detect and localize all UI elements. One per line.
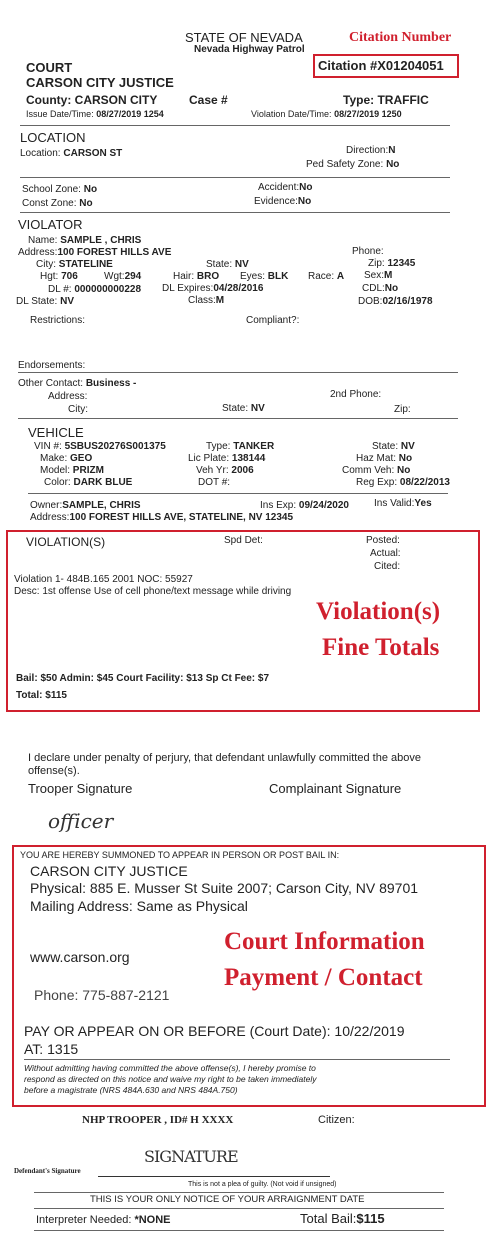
ped-safety-zone [306,159,399,170]
type-label: Type: [206,441,231,452]
color-label: Color: [44,477,71,488]
other-contact-label: Other Contact: [18,378,84,389]
divider [28,493,448,494]
vehicle-plate [188,453,265,464]
violation-desc: Desc: 1st offense Use of cell phone/text message while driving [14,586,292,597]
vehicle-vin [34,441,166,452]
compliant-label: Compliant?: [246,315,300,326]
owner-value: SAMPLE, CHRIS [62,500,141,511]
vehyr-value: 2006 [231,465,254,476]
city-label: City: [36,259,56,270]
evidence-value: No [297,196,312,207]
court-annotation-2: Payment / Contact [224,964,423,991]
other-contact-city-label: City: [68,404,88,415]
make-value: GEO [70,453,93,464]
direction-label: Direction: [346,145,389,156]
court-time: AT: 1315 [24,1041,79,1057]
owner-label: Owner: [30,500,63,511]
hazmat-value: No [398,453,413,464]
violator-eyes [240,271,288,282]
total-bail [300,1212,385,1226]
cdl-value: No [384,283,399,294]
violator-race [308,271,344,282]
violation-datetime [251,110,402,120]
insexp-value: 09/24/2020 [298,500,349,511]
accident-value: No [299,182,313,193]
vehicle-hazmat [356,453,412,464]
violation-label: Violation Date/Time: [251,109,332,119]
violator-cdl [362,283,398,294]
violator-address [18,247,171,258]
location-label: Location: [20,148,61,159]
divider [18,418,458,419]
location-heading: LOCATION [20,130,86,145]
violator-state [206,259,249,270]
interpreter-needed [36,1214,171,1226]
interpreter-label: Interpreter Needed: [36,1214,132,1226]
model-value: PRIZM [72,465,104,476]
race-label: Race: [308,271,335,282]
violator-name [28,235,141,246]
violator-sex [364,270,392,281]
state-label: State: [206,259,233,270]
violations-heading: VIOLATION(S) [26,535,106,549]
ins-valid [374,498,432,509]
violations-annotation-2: Fine Totals [322,634,440,661]
other-contact-state [222,403,265,414]
race-value: A [336,271,345,282]
type-value: TANKER [233,441,275,452]
county: County: CARSON CITY [26,93,158,107]
violator-hair [173,271,219,282]
comm-label: Comm Veh: [342,465,395,476]
court-info-name: CARSON CITY JUSTICE [30,863,188,879]
school-label: School Zone: [22,184,81,195]
court-website[interactable]: www.carson.org [30,949,130,965]
vehicle-year [196,465,254,476]
complainant-signature-label: Complainant Signature [269,781,402,796]
divider [24,1059,450,1060]
vstate-label: State: [372,441,399,452]
accident [258,182,312,193]
city-value: STATELINE [58,259,113,270]
address-label: Address: [18,247,58,258]
owner-address-value: 100 FOREST HILLS AVE, STATELINE, NV 12345 [69,512,294,523]
promise-text-2: respond as directed on this notice and waive my right to be taken immediately [24,1074,317,1084]
sex-value: M [384,270,393,281]
vehicle-reg-exp [356,477,450,488]
vehicle-state [372,441,415,452]
class-label: Class: [188,295,216,306]
owner-address-label: Address: [30,512,70,523]
zip-value: 12345 [387,258,416,269]
violator-dl-state [16,296,74,307]
insexp-label: Ins Exp: [260,500,297,511]
zip-label: Zip: [368,258,385,269]
issue-value: 08/27/2019 1254 [96,109,164,119]
vehicle-comm [342,465,410,476]
state-title: STATE OF NEVADA [185,30,303,45]
color-value: DARK BLUE [73,477,133,488]
nhp-trooper-id: NHP TROOPER , ID# H XXXX [82,1114,234,1126]
vstate-value: NV [400,441,415,452]
class-value: M [215,295,225,306]
other-contact [18,378,136,389]
plate-label: Lic Plate: [188,453,230,464]
trooper-signature-label: Trooper Signature [28,781,133,796]
vehicle-dot-label: DOT #: [198,477,231,488]
school-value: No [83,184,98,195]
violator-zip [368,258,415,269]
const-value: No [79,198,93,209]
citation-number [318,59,444,73]
sex-label: Sex: [364,270,385,281]
violator-dl-expires [162,283,263,294]
owner-address [30,512,293,523]
hazmat-label: Haz Mat: [356,453,397,464]
dlstate-value: NV [60,296,75,307]
school-zone [22,184,97,195]
divider [20,212,450,213]
divider [18,372,458,373]
dl-label: DL #: [48,284,72,295]
interpreter-value: *NONE [134,1214,171,1226]
dob-value: 02/16/1978 [382,296,433,307]
ped-label: Ped Safety Zone: [306,159,384,170]
plate-value: 138144 [231,453,266,464]
evidence-label: Evidence: [254,196,298,207]
ped-value: No [386,159,400,170]
summons-text: YOU ARE HEREBY SUMMONED TO APPEAR IN PERSON OR POST BAIL IN: [20,850,340,860]
name-value: SAMPLE , CHRIS [60,235,142,246]
vin-value: 5SBUS20276S001375 [64,441,166,452]
total-bail-value: $115 [356,1211,385,1226]
evidence [254,196,311,207]
regexp-value: 08/22/2013 [399,477,450,488]
only-notice-text: THIS IS YOUR ONLY NOTICE OF YOUR ARRAIGNMENT DATE [90,1194,365,1205]
other-contact-address-label: Address: [48,391,88,402]
court-phone: Phone: 775-887-2121 [34,987,170,1003]
dob-label: DOB: [358,296,383,307]
dlstate-label: DL State: [16,296,58,307]
phone-label: Phone: [352,246,384,257]
violation-value: 08/27/2019 1250 [334,109,402,119]
violator-heading: VIOLATOR [18,217,83,232]
oc-state-label: State: [222,403,249,414]
direction [346,145,395,156]
insvalid-value: Yes [414,498,432,509]
oc-state-value: NV [250,403,265,414]
name-label: Name: [28,235,58,246]
violator-city [36,259,113,270]
model-label: Model: [40,465,71,476]
court-name: CARSON CITY JUSTICE [26,75,174,90]
issue-datetime [26,110,164,120]
regexp-label: Reg Exp: [356,477,398,488]
citizen-label: Citizen: [318,1114,355,1126]
spd-det-label: Spd Det: [224,535,263,546]
divider [34,1192,444,1193]
violator-wgt [104,271,141,282]
total-bail-label: Total Bail: [300,1211,357,1226]
const-zone [22,198,93,209]
other-contact-value: Business - [85,378,137,389]
second-phone-label: 2nd Phone: [330,389,382,400]
defendant-signature: SIGNATURE [144,1147,238,1166]
divider [20,177,450,178]
citation-number-annotation: Citation Number [349,30,452,45]
violator-dob [358,296,433,307]
location [20,148,122,159]
violations-annotation-1: Violation(s) [316,598,441,625]
dlexp-value: 04/28/2016 [213,283,264,294]
vehicle-model [40,465,104,476]
posted-label: Posted: [366,535,400,546]
insvalid-label: Ins Valid: [374,498,415,509]
cited-label: Cited: [374,561,401,572]
wgt-value: 294 [124,271,142,282]
vehyr-label: Veh Yr: [196,465,229,476]
vehicle-type [206,441,274,452]
signature-line [98,1176,330,1177]
violator-dl [48,284,141,295]
endorsements-label: Endorsements: [18,360,86,371]
issue-label: Issue Date/Time: [26,109,94,119]
divider [34,1230,444,1231]
address-value: 100 FOREST HILLS AVE [57,247,172,258]
direction-value: N [388,145,396,156]
court-label: COURT [26,60,73,75]
comm-value: No [397,465,411,476]
hgt-label: Hgt: [40,271,59,282]
divider [20,125,450,126]
divider [34,1208,444,1209]
restrictions-label: Restrictions: [30,315,86,326]
eyes-label: Eyes: [240,271,266,282]
trooper-signature: officer [48,809,114,833]
declaration-text-1: I declare under penalty of perjury, that defendant unlawfully committed the above [28,752,421,764]
ins-exp [260,500,349,511]
hair-label: Hair: [173,271,195,282]
accident-label: Accident: [258,182,300,193]
fine-total: Total: $115 [16,690,67,701]
hgt-value: 706 [61,271,78,282]
state-value: NV [234,259,249,270]
court-annotation-1: Court Information [224,928,425,955]
violator-hgt [40,271,78,282]
pay-or-appear: PAY OR APPEAR ON OR BEFORE (Court Date): 10/22/2019 [24,1023,405,1039]
location-value: CARSON ST [63,148,123,159]
court-mailing-address: Mailing Address: Same as Physical [30,898,248,914]
dlexp-label: DL Expires: [162,283,214,294]
citation-type: Type: TRAFFIC [343,93,429,107]
declaration-text-2: offense(s). [28,765,80,777]
owner [30,500,141,511]
violation-line: Violation 1- 484B.165 2001 NOC: 55927 [14,574,193,585]
promise-text-3: before a magistrate (NRS 484A.630 and NRS 484A.750) [24,1085,238,1095]
vehicle-make [40,453,92,464]
violator-class [188,295,224,306]
eyes-value: BLK [267,271,289,282]
dl-value: 000000000228 [74,284,142,295]
case-number: Case # [189,93,228,107]
agency-name: Nevada Highway Patrol [194,44,305,55]
make-label: Make: [40,453,68,464]
wgt-label: Wgt: [104,271,125,282]
actual-label: Actual: [370,548,401,559]
fee-breakdown: Bail: $50 Admin: $45 Court Facility: $13 Sp Ct Fee: $7 [16,673,270,684]
vehicle-heading: VEHICLE [28,425,84,440]
vin-label: VIN #: [34,441,62,452]
citation-prefix: Citation # [318,58,378,73]
hair-value: BRO [196,271,220,282]
vehicle-color [44,477,132,488]
other-contact-zip-label: Zip: [394,404,411,415]
court-physical-address: Physical: 885 E. Musser St Suite 2007; Carson City, NV 89701 [30,880,419,896]
citation-value: X01204051 [377,58,444,73]
not-plea-text: This is not a plea of guilty. (Not void if unsigned) [188,1181,337,1188]
const-label: Const Zone: [22,198,77,209]
cdl-label: CDL: [362,283,385,294]
defendant-signature-label: Defendant's Signature [14,1167,81,1175]
promise-text-1: Without admitting having committed the above offense(s), I hereby promise to [24,1063,316,1073]
